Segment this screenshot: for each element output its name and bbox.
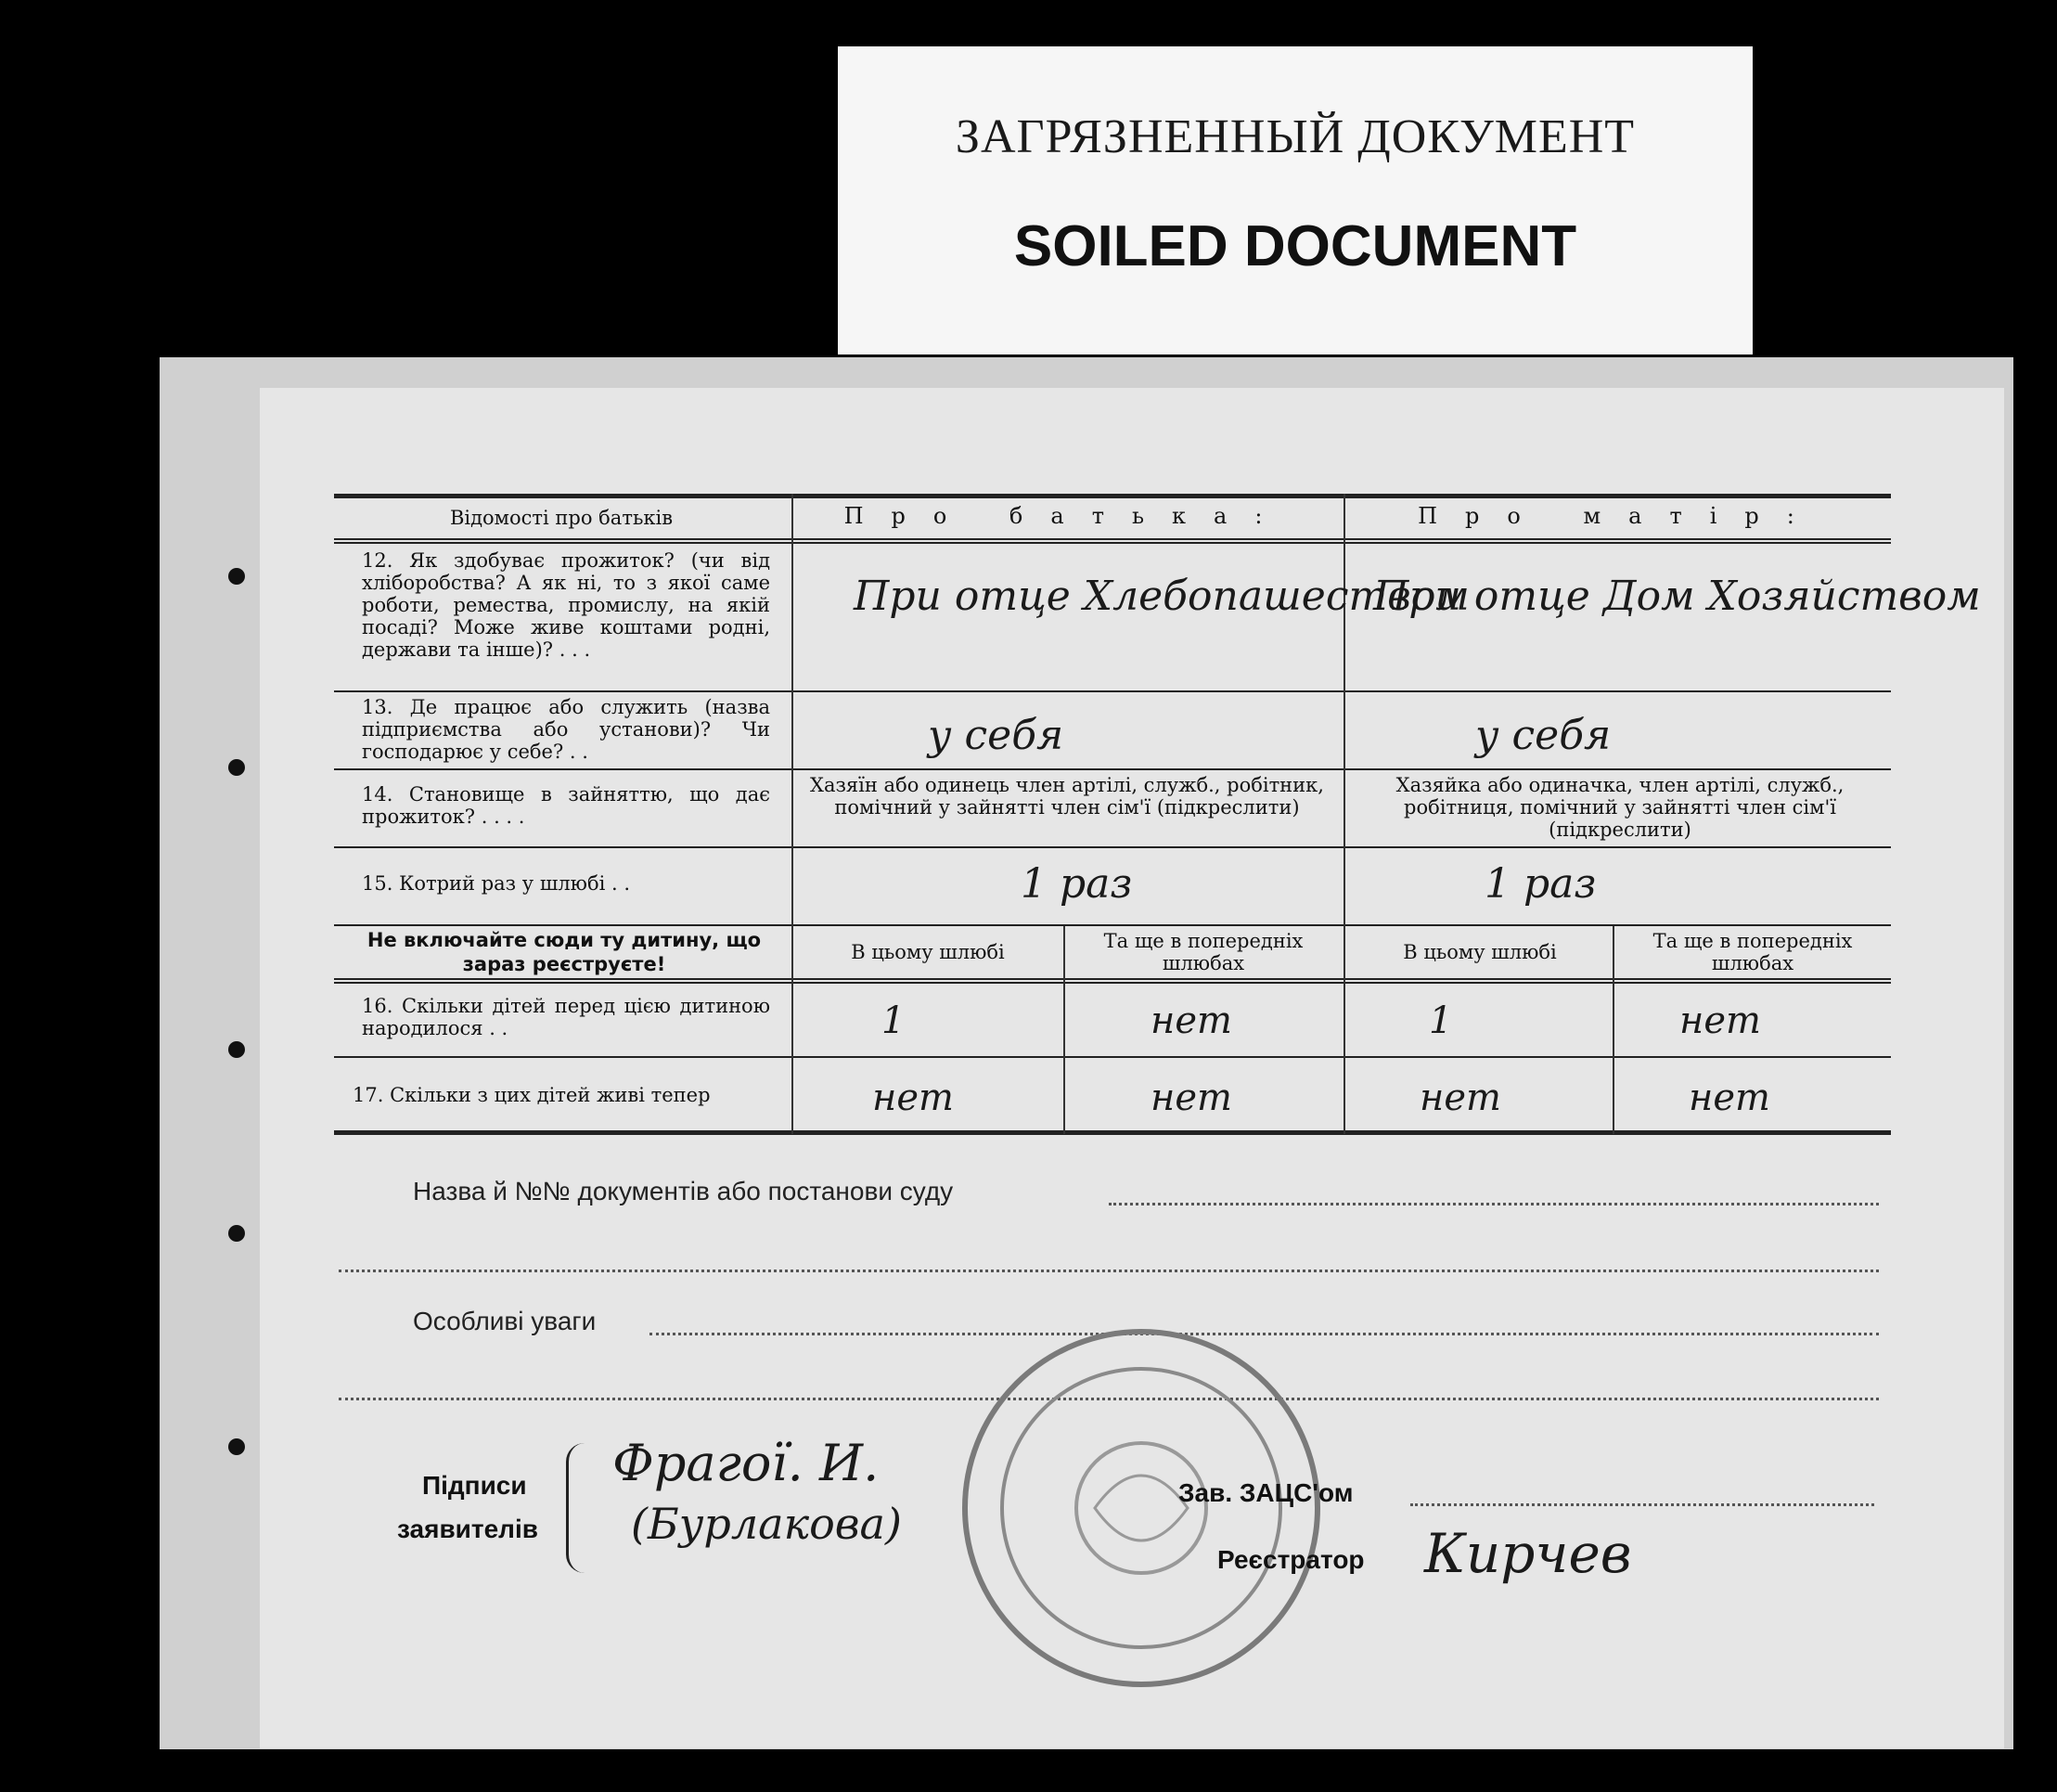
answer-15-father: 1 раз	[1021, 860, 1133, 908]
header-parents-info: Відомості про батьків	[449, 507, 674, 529]
question-15: 15. Котрий раз у шлюбі . .	[362, 872, 631, 895]
binding-hole	[228, 1438, 245, 1455]
applicants-label-line2: заявителів	[397, 1515, 538, 1543]
documents-field-line	[1109, 1203, 1879, 1205]
binding-hole	[228, 568, 245, 585]
zags-head-label: Зав. ЗАЦС'ом	[1178, 1478, 1354, 1507]
label-russian: ЗАГРЯЗНЕННЫЙ ДОКУМЕНТ	[955, 110, 1636, 163]
children-alive-mother-prev: нет	[1689, 1076, 1770, 1119]
subhead-father-this-marriage: В цьому шлюбі	[851, 941, 1005, 963]
documents-field-line-2	[339, 1270, 1879, 1272]
label-english: SOILED DOCUMENT	[1013, 214, 1577, 278]
children-alive-father-this: нет	[872, 1076, 954, 1119]
header-father: Про батька:	[843, 503, 1291, 529]
occupation-options-mother: Хазяйка або одиначка, член артілі, служб., робітниця, помічний у зайнятті член сім'ї (підкреслити)	[1395, 774, 1845, 841]
subhead-mother-prev-marriages: Та ще в попередніх шлюбах	[1652, 930, 1853, 974]
applicant-signature-2: (Бурлакова)	[631, 1499, 902, 1549]
children-born-father-this: 1	[881, 999, 906, 1042]
answer-13-mother: у себя	[1475, 712, 1612, 759]
applicants-label-line1: Підписи	[422, 1471, 527, 1500]
subhead-mother-this-marriage: В цьому шлюбі	[1403, 941, 1557, 963]
answer-13-father: у себя	[928, 712, 1064, 759]
question-16: 16. Скільки дітей перед цією дитиною народилося . .	[362, 995, 770, 1039]
children-born-mother-this: 1	[1429, 999, 1453, 1042]
registrar-signature: Кирчев	[1424, 1522, 1632, 1585]
applicant-signature-1: Фрагої. И.	[612, 1434, 880, 1492]
question-14: 14. Становище в зайняттю, що дає прожиток? . . . .	[362, 783, 770, 828]
zags-head-signature-line	[1410, 1503, 1874, 1506]
children-alive-mother-this: нет	[1420, 1076, 1501, 1119]
children-born-mother-prev: нет	[1679, 999, 1761, 1042]
answer-12-father: При отце Хлебопашеством	[854, 573, 1470, 620]
answer-15-mother: 1 раз	[1485, 860, 1597, 908]
notes-field-label: Особливі уваги	[413, 1307, 597, 1335]
note-exclude-child: Не включайте сюди ту дитину, що зараз реєструєте!	[366, 929, 762, 975]
soiled-document-label	[838, 46, 1753, 355]
question-12: 12. Як здобуває прожиток? (чи від хліборобства? А як ні, то з якої саме роботи, ремества, промислу, на якій посаді? Може живе коштами родні, держави та інше)? . . .	[362, 549, 770, 661]
registrar-label: Реєстратор	[1217, 1545, 1365, 1574]
documents-field-label: Назва й №№ документів або постанови суду	[413, 1177, 954, 1205]
children-born-father-prev: нет	[1151, 999, 1232, 1042]
subhead-father-prev-marriages: Та ще в попередніх шлюбах	[1103, 930, 1304, 974]
binding-hole	[228, 1041, 245, 1058]
header-mother: Про матір:	[1418, 503, 1822, 529]
children-alive-father-prev: нет	[1151, 1076, 1232, 1119]
occupation-options-father: Хазяїн або одинець член артілі, служб., робітник, помічний у зайнятті член сім'ї (підкреслити)	[810, 774, 1324, 819]
brace	[566, 1443, 587, 1573]
binding-hole	[228, 1225, 245, 1242]
binding-hole	[228, 759, 245, 776]
question-17: 17. Скільки з цих дітей живі тепер	[353, 1084, 711, 1106]
answer-12-mother: При отце Дом Хозяйством	[1373, 573, 1981, 620]
question-13: 13. Де працює або служить (назва підприємства або установи)? Чи господарює у себе? . .	[362, 696, 770, 763]
official-round-stamp	[956, 1322, 1327, 1694]
